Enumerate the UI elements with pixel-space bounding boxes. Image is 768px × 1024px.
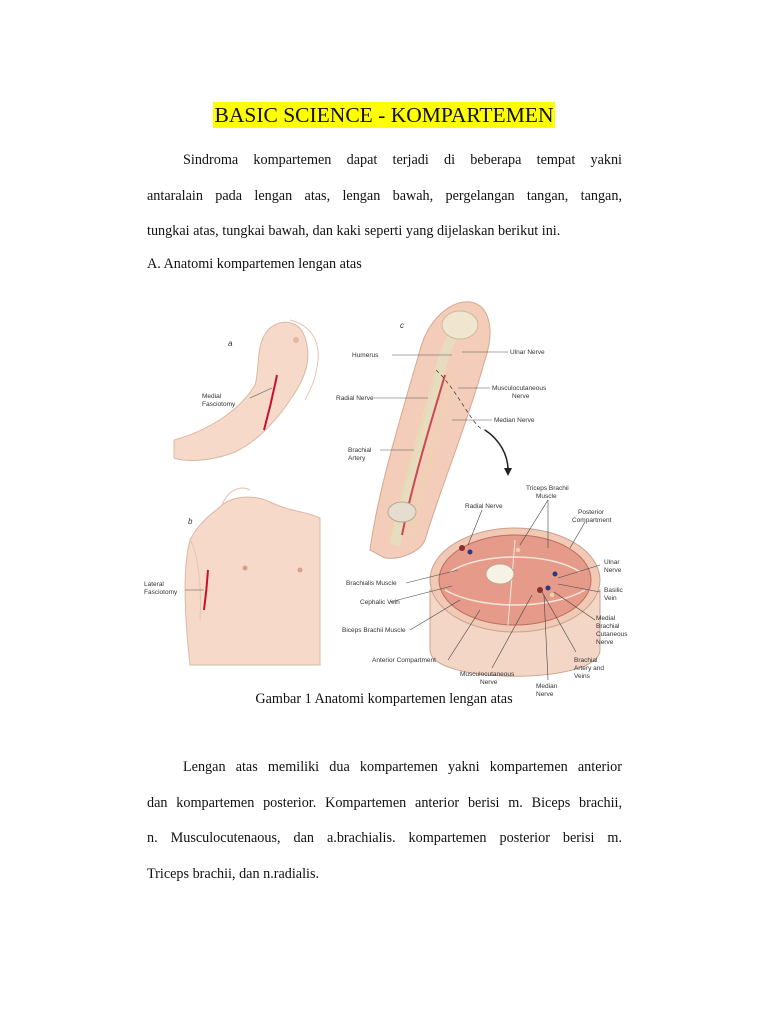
musculocutaneous-nerve-cs-label: Musculocutaneous — [460, 671, 515, 678]
title-wrap — [0, 102, 768, 128]
anterior-compartment-label: Anterior Compartment — [372, 657, 436, 664]
musculocutaneous-nerve-cs-label: Nerve — [480, 679, 498, 686]
section-heading: A. Anatomi kompartemen lengan atas — [147, 256, 362, 272]
medial-fasciotomy-label: Fasciotomy — [202, 401, 236, 408]
figure-caption: Gambar 1 Anatomi kompartemen lengan atas — [255, 691, 513, 707]
paragraph-line: Triceps brachii, dan n.radialis. — [147, 865, 320, 882]
musculocutaneous-nerve-label: Musculocutaneous — [492, 385, 547, 392]
basilic-vein-label: Vein — [604, 595, 617, 602]
medial-brachial-cutaneous-label: Nerve — [596, 639, 614, 646]
paragraph-upper-arm — [147, 750, 622, 892]
brachialis-muscle-label: Brachialis Muscle — [346, 580, 397, 587]
paragraph-line: antaralain pada lengan atas, lengan bawah, pergelangan tangan, tangan, — [147, 187, 622, 204]
panel-c-arm-illustration — [336, 302, 547, 558]
posterior-compartment-label: Compartment — [572, 517, 612, 524]
brachial-artery-veins-label: Veins — [574, 673, 590, 680]
basilic-vein-label: Basilic — [604, 587, 623, 594]
medial-brachial-cutaneous-label: Medial — [596, 615, 616, 622]
triceps-brachii-label: Muscle — [536, 493, 557, 500]
ulnar-nerve-cs-label: Ulnar — [604, 559, 620, 566]
medial-brachial-cutaneous-label: Cutaneous — [596, 631, 628, 638]
brachial-artery-label: Artery — [348, 455, 366, 462]
cross-section-illustration — [430, 528, 600, 676]
panel-a-letter: a — [228, 339, 233, 348]
paragraph-line: Lengan atas memiliki dua kompartemen yakni kompartemen anterior — [183, 759, 622, 775]
paragraph-line: Sindroma kompartemen dapat terjadi di beberapa tempat yakni — [183, 152, 622, 168]
medial-brachial-cutaneous-label: Brachial — [596, 623, 620, 630]
brachial-artery-veins-label: Brachial — [574, 657, 598, 664]
median-nerve-cs-label: Median — [536, 683, 558, 690]
biceps-brachii-label: Biceps Brachii Muscle — [342, 627, 406, 634]
page-title: BASIC SCIENCE - KOMPARTEMEN — [214, 103, 554, 127]
anatomy-figure — [140, 290, 630, 700]
median-nerve-cs-label: Nerve — [536, 691, 554, 698]
median-nerve-label: Median Nerve — [494, 417, 535, 424]
radial-nerve-cs-label: Radial Nerve — [465, 503, 503, 510]
ulnar-nerve-label: Ulnar Nerve — [510, 349, 545, 356]
radial-nerve-label: Radial Nerve — [336, 395, 374, 402]
musculocutaneous-nerve-label: Nerve — [512, 393, 530, 400]
paragraph-intro — [147, 143, 622, 250]
paragraph-line: dan kompartemen posterior. Kompartemen anterior berisi m. Biceps brachii, — [147, 794, 622, 811]
ulnar-nerve-cs-label: Nerve — [604, 567, 622, 574]
brachial-artery-veins-label: Artery and — [574, 665, 604, 672]
lateral-fasciotomy-label: Lateral — [144, 581, 164, 588]
paragraph-line: tungkai atas, tungkai bawah, dan kaki seperti yang dijelaskan berikut ini. — [147, 223, 561, 239]
cephalic-vein-label: Cephalic Vein — [360, 599, 400, 606]
medial-fasciotomy-label: Medial — [202, 393, 222, 400]
triceps-brachii-label: Triceps Brachii — [526, 485, 569, 492]
lateral-fasciotomy-label: Fasciotomy — [144, 589, 178, 596]
posterior-compartment-label: Posterior — [578, 509, 605, 516]
paragraph-line: n. Musculocutenaous, dan a.brachialis. kompartemen posterior berisi m. — [147, 830, 622, 846]
panel-a-illustration — [174, 320, 318, 460]
panel-c-letter: c — [400, 321, 404, 330]
panel-b-letter: b — [188, 517, 193, 526]
panel-b-illustration — [144, 488, 320, 665]
brachial-artery-label: Brachial — [348, 447, 372, 454]
humerus-label: Humerus — [352, 352, 379, 359]
